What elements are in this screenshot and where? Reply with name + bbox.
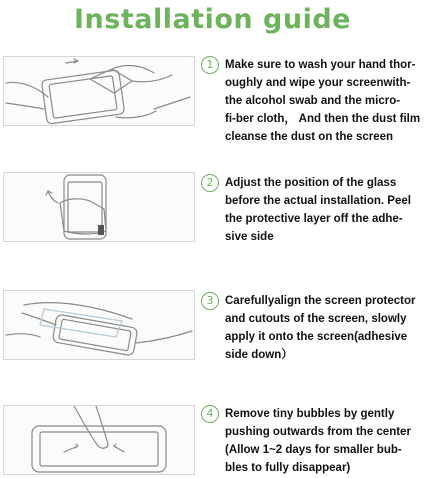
step-2-line: before the actual installation. Peel xyxy=(225,195,411,207)
peel-layer-illustration xyxy=(4,173,194,241)
step-3-line: and cutouts of the screen, slowly xyxy=(225,313,407,325)
page-title: Installation guide xyxy=(74,4,351,35)
step-4-line: Remove tiny bubbles by gently xyxy=(225,408,395,420)
step-4-text xyxy=(225,405,421,477)
step-3-line: apply it onto the screen(adhesive xyxy=(225,331,408,343)
step-1-illustration xyxy=(3,56,195,126)
step-1-number-badge: 1 xyxy=(201,56,219,74)
step-2-number-badge: 2 xyxy=(201,174,219,192)
step-4-line: bles to fully disappear) xyxy=(225,462,351,474)
step-3-number-badge: 3 xyxy=(201,292,219,310)
step-2-illustration xyxy=(3,172,195,242)
step-1-line: oughly and wipe your screenwith- xyxy=(225,77,411,89)
step-1-line: fi-ber cloth， And then the dust film xyxy=(225,113,421,125)
align-apply-illustration xyxy=(4,291,194,359)
step-3-text xyxy=(225,292,421,364)
remove-bubbles-illustration xyxy=(4,406,194,474)
step-4-number-badge: 4 xyxy=(201,405,219,423)
step-1-line: cleanse the dust on the screen xyxy=(225,131,394,143)
step-4-line: (Allow 1~2 days for smaller bub- xyxy=(225,444,402,456)
step-4-line: pushing outwards from the center xyxy=(225,426,411,438)
step-1-line: the alcohol swab and the micro- xyxy=(225,95,401,107)
step-1-text xyxy=(225,56,421,146)
step-2-text xyxy=(225,174,421,246)
step-2-line: the protective layer off the adhe- xyxy=(225,213,403,225)
wipe-screen-illustration xyxy=(4,57,194,125)
step-3-line: side down） xyxy=(225,349,293,361)
step-1-line: Make sure to wash your hand thor- xyxy=(225,59,416,71)
step-3-line: Carefullyalign the screen protector xyxy=(225,295,416,307)
step-2-line: Adjust the position of the glass xyxy=(225,177,397,189)
step-2-line: sive side xyxy=(225,231,274,243)
step-4-illustration xyxy=(3,405,195,475)
step-3-illustration xyxy=(3,290,195,360)
